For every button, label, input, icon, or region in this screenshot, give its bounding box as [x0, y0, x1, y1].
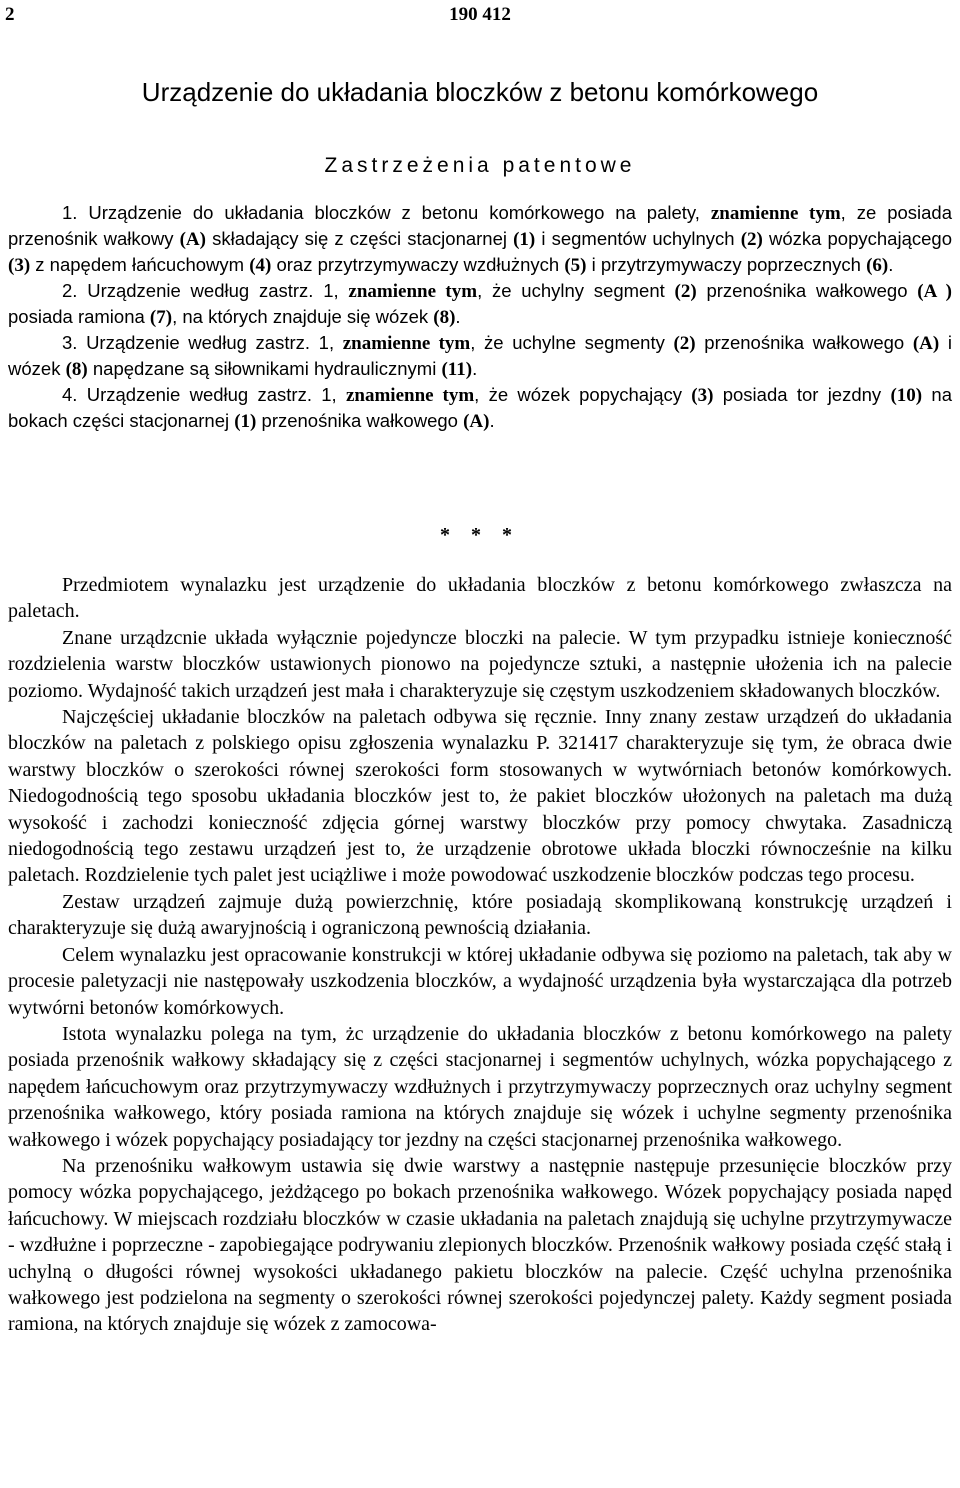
claim-bold-run: (3) [8, 255, 31, 276]
description-paragraph: Najczęściej układanie bloczków na paletach odbywa się ręcznie. Inny znany zestaw urządzeń do układania bloczków na paletach z polskiego opisu zgłoszenia wynalazku P. 321417 charakteryzuje się tym, że obraca dwie warstwy bloczków o szerokości równej szerokości form stosowanych w wytwórniach betonów komórkowych. Niedogodnością tego sposobu układania bloczków jest to, że pakiet bloczków ułożonych na paletach ma dużą wysokość i zachodzi konieczność zdjęcia górnej warstwy bloczków przy pomocy chwytaka. Zasadniczą niedogodnością tego zestawu urządzeń jest to, że urządzenie obrotowe układa bloczki równocześnie na kilku paletach. Rozdzielenie tych palet jest uciążliwe i może powodować uszkodzenie bloczków podczas tego procesu. [8, 706, 952, 887]
claims-heading: Zastrzeżenia patentowe [324, 154, 636, 177]
claim-bold-run: (6) [866, 255, 889, 276]
claim-bold-run: (7) [149, 307, 173, 328]
claim-text-run: 3. Urządzenie według zastrz. 1, [62, 332, 343, 353]
description-paragraph: Zestaw urządzeń zajmuje dużą powierzchnię, które posiadają skomplikowaną konstrukcję urządzeń i charakteryzuje się dużą awaryjnością i ograniczoną pewnością działania. [8, 890, 952, 940]
description-paragraph: Celem wynalazku jest opracowanie konstrukcji w której układanie odbywa się poziomo na paletach, tak aby w procesie paletyzacji nie następowały uszkodzenia bloczków, a wydajność urządzenia była wystarczająca dla potrzeb wytwórni betonów komórkowych. [8, 943, 952, 1019]
description-paragraph: Przedmiotem wynalazku jest urządzenie do układania bloczków z betonu komórkowego zwłaszcza na paletach. [8, 574, 952, 623]
claim-text-run: posiada ramiona [8, 306, 150, 327]
claim-bold-run: (A) [912, 333, 940, 354]
claim-bold-run: (1) [513, 229, 536, 250]
claim-bold-run: znamienne tym [342, 333, 471, 354]
claim-bold-run: (8) [433, 307, 456, 328]
claim-bold-run: znamienne tym [710, 203, 841, 224]
claim-text-run: wózka popychającego [762, 228, 952, 249]
claim-text-run: , ze posiada przenośnik wałkowy [8, 202, 953, 249]
claim-3 [8, 330, 952, 382]
claim-text-run: . [472, 358, 478, 379]
claim-bold-run: (A) [179, 229, 206, 250]
claim-text-run: , na których znajduje się wózek [172, 306, 434, 327]
claim-text-run: na bokach części stacjonarnej [8, 384, 952, 431]
claim-bold-run: (A ) [917, 281, 953, 302]
description-paragraph: Znane urządzcnie układa wyłącznie pojedyncze bloczki na palecie. W tym przypadku istnieje konieczność rozdzielenia warstw bloczków ustawionych pionowo na pojedyncze sztuki, a następnie ułożenia ich na palecie poziomo. Wydajność takich urządzeń jest mała i charakteryzuje się częstym uszkodzeniem składowanych bloczków. [8, 626, 952, 702]
claim-bold-run: (3) [691, 385, 714, 406]
description-body [8, 572, 952, 1338]
claim-2 [8, 278, 952, 330]
claim-4 [8, 382, 952, 434]
claim-text-run: posiada tor jezdny [713, 384, 891, 405]
claim-bold-run: (2) [673, 333, 696, 354]
claim-text-run: . [455, 306, 461, 327]
claim-bold-run: znamienne tym [348, 281, 478, 302]
patent-number: 190 412 [449, 4, 511, 25]
claim-text-run: składający się z części stacjonarnej [206, 228, 514, 249]
claim-text-run: i przytrzymywaczy poprzecznych [586, 254, 867, 275]
claim-bold-run: (10) [890, 385, 923, 406]
claim-bold-run: (2) [674, 281, 697, 302]
claim-text-run: . [888, 254, 894, 275]
claim-bold-run: (8) [65, 359, 88, 380]
claim-text-run: , że uchylny segment [477, 280, 675, 301]
page-number: 2 [5, 4, 15, 25]
claim-text-run: i wózek [8, 332, 952, 379]
claim-text-run: i segmentów uchylnych [535, 228, 741, 249]
description-paragraph: Na przenośniku wałkowym ustawia się dwie warstwy a następnie następuje przesunięcie bloczków przy pomocy wózka popychającego, jeżdżącego po bokach przenośnika wałkowego. Wózek popychający posiada napęd łańcuchowy. W miejscach rozdziału bloczków w czasie układania na paletach znajdują się uchylne przytrzymywacze - wzdłużne i poprzeczne - zapobiegające podrywaniu zlepionych bloczków. Przenośnik wałkowy posiada część stałą i uchylną o długości równej wysokości układanego pakietu bloczków na palecie. Część uchylna przenośnika wałkowego jest podzielona na segmenty o szerokości równej szerokości pojedynczej palety. Każdy segment posiada ramiona, na których znajduje się wózek z zamocowa- [8, 1154, 952, 1336]
section-separator: * * * [440, 524, 520, 546]
claim-text-run: przenośnika wałkowego [256, 410, 464, 431]
claims-list [8, 200, 952, 434]
claim-bold-run: (1) [234, 411, 257, 432]
claim-text-run: przenośnika wałkowego [696, 280, 918, 301]
claim-text-run: oraz przytrzymywaczy wzdłużnych [271, 254, 565, 275]
claim-text-run: . [489, 410, 495, 431]
claim-text-run: , że uchylne segmenty [470, 332, 674, 353]
claim-text-run: 2. Urządzenie według zastrz. 1, [62, 280, 349, 301]
claim-text-run: , że wózek popychający [474, 384, 692, 405]
claim-bold-run: (2) [740, 229, 763, 250]
claim-1 [8, 200, 952, 278]
claim-bold-run: (4) [249, 255, 272, 276]
claim-bold-run: (11) [441, 359, 473, 380]
claim-bold-run: (5) [564, 255, 587, 276]
claim-text-run: z napędem łańcuchowym [30, 254, 250, 275]
claim-bold-run: (A) [463, 411, 490, 432]
claim-text-run: 4. Urządzenie według zastrz. 1, [62, 384, 346, 405]
claim-bold-run: znamienne tym [345, 385, 475, 406]
claim-text-run: napędzane są siłownikami hydraulicznymi [87, 358, 442, 379]
document-title: Urządzenie do układania bloczków z betonu komórkowego [141, 77, 819, 108]
description-paragraph: Istota wynalazku polega na tym, żc urządzenie do układania bloczków z betonu komórkowego na palety posiada przenośnik wałkowy składający się z części stacjonarnej i segmentów uchylnych, wózka popychającego z napędem łańcuchowym oraz przytrzymywaczy wzdłużnych i przytrzymywaczy poprzecznych oraz uchylny segment przenośnika wałkowego, który posiada ramiona na których znajduje się wózek i uchylne segmenty przenośnika wałkowego i wózek popychający posiadający tor jezdny na części stacjonarnej przenośnika wałkowego. [8, 1022, 952, 1151]
claim-text-run: 1. Urządzenie do układania bloczków z betonu komórkowego na palety, [62, 202, 711, 223]
claim-text-run: przenośnika wałkowego [695, 332, 913, 353]
